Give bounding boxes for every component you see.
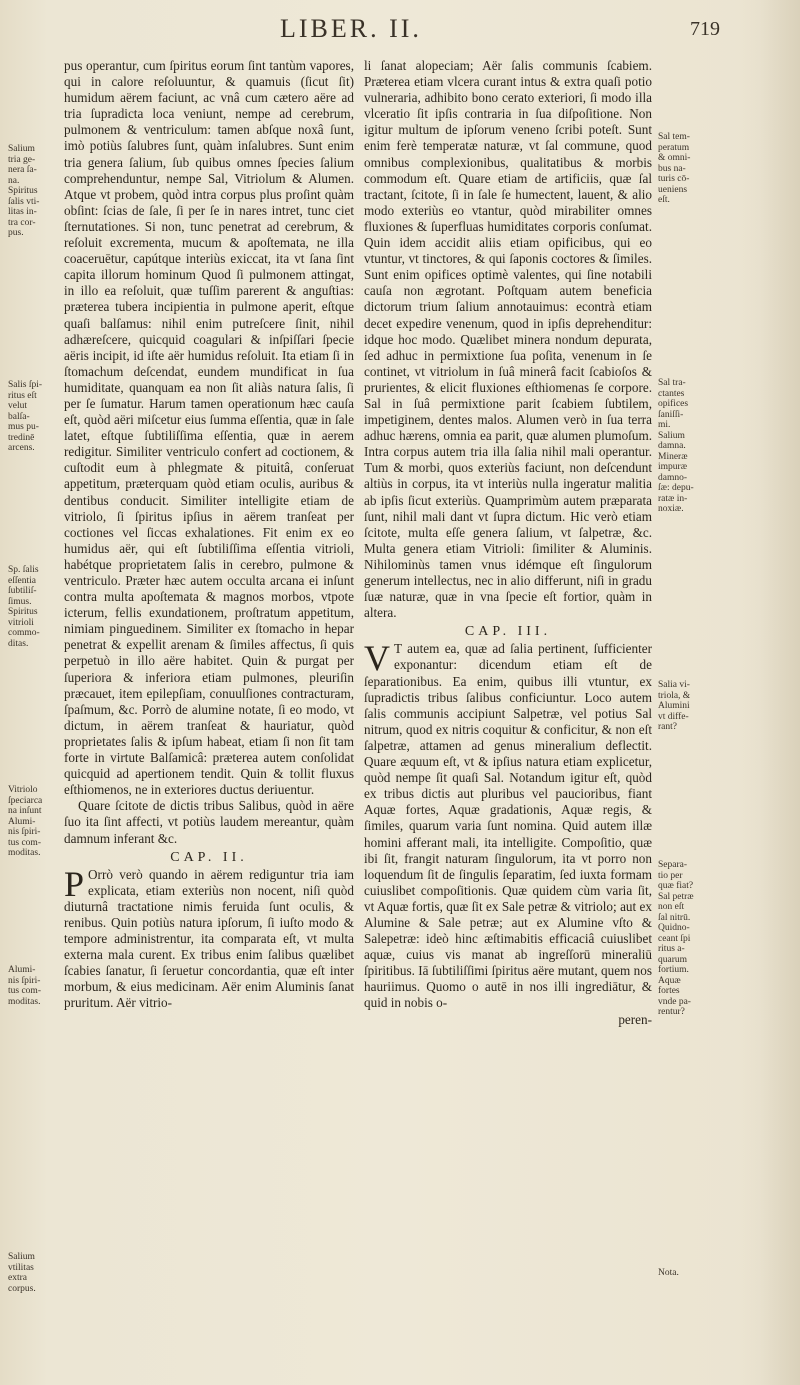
marginal-note-line: tra cor-: [8, 217, 36, 228]
marginal-note-line: Aquæ: [658, 975, 681, 986]
marginal-note-line: Salis ſpi-: [8, 380, 43, 390]
marginal-note-line: pus.: [8, 228, 24, 238]
marginal-note-line: commo-: [8, 628, 40, 638]
marginal-note-line: balſa-: [8, 411, 30, 422]
right-marginal-note-2: [658, 378, 718, 515]
marginal-note-line: opifices: [658, 399, 689, 409]
marginal-note-line: eſſentia: [8, 575, 36, 586]
marginal-note-line: mi.: [658, 420, 671, 430]
page-number: 719: [690, 18, 720, 40]
left-paragraph-1: pus operantur, cum ſpiritus eorum ſint tantùm vapores, qui in calore reſoluuntur, & quamuis (ſicut ſit) humidum aërem faciunt, ac vnâ cum cætero aëre ad tria ſupradicta loca veniunt, nempe ad cerebrum, pulmonem & ventriculum: tamen abſque noxâ ſunt, imò potiùs ſalubres ſunt, quàm inſalubres. Sunt enim tria genera ſalium, ſub quibus omnes ſpecies ſalium comprehenduntur, nempe Sal, Vitriolum & Alumen. Atque vt probem, quòd intra corpus plus proſint quàm obſint: ſcias de ſale, ſi per ſe in nares intret, tunc ciet ſternutationes. Si non, tunc penetrat ad cerebrum, & reſoluit excrementa, mucum & apoſtemata, ne illa coaceruētur, capútque interiùs exiccat, ita vt ſana ſint capita illorum hominum Quod ſi pulmonem attingat, in illo ea reſoluit, quæ tuſſim parerent & anguſtias: præterea tubera incipientia in pulmone aperit, eſtque quaſi balſamus: nihil enim putreſcere ſinit, nihil adhæreſcere, quicquid coagulari & inſpiſſari ſpecie aëris incipit, id iſte aër humidus reſoluit. Ita etiam ſi in ſtomachum deſcendat, eundem mundificat in ſua humiditate, quanquam ea non ſit aliàs natura ſalis, ſi per ſe ſumatur. Harum tamen operationum hæc cauſa eſt, quòd aëri miſcetur eius ſumma eſſentia, quæ in ſale latet, eſtque ſubtiliſſima eſſentia, quæ in aerem redigitur. Similiter ventriculo confert ad coctionem, & cuſtodit eum à phlegmate & pituitâ, conſeruat appetitum, præterquam quòd etiam oculis, auribus & dentibus conducit. Similiter intelligite etiam de vitriolo, ſi ſpiritus ipſius in aërem tranſeat per coctiones vel ſiccas exhalationes. Fit enim ex eo humidus aër, qui eſt ſubtiliſſima eſſentia vitrioli, habétque proprietatem ſalis in cerebro, pulmone & ventriculo. Præter hæc autem occulta arcana ei inſunt contra multa apoſtemata & magnos morbos, vtpote icterum, fellis exundationem, proſtratum appetitum, nimiam pinguedinem. Similiter ex ſtomacho in hepar penetrat & expellit arenam & ſimiles affectus, ſi quis perpetuò in illo aëre habitet. Quin & purgat per ſuperiora & inferiora etiam pulmones, pleuriſin præcauet, item epilepſiam, conuulſiones contracturam, ſpaſmum, &c. Porrò de alumine notate, ſi eo modo, vt dictum, in aërem tranſeat & hauriatur, quòd proprietates ſalis & ipſum habeat, etiam ſi non ſit tam forte in virtute Balſamicâ: præterea autem conſolidat quicquid ad apertionem tendit. Quin & tollit fluxus eſthiomenos, ne in exteriores ductus deriuentur.: [64, 58, 354, 798]
marginal-note-line: tria ge-: [8, 154, 36, 165]
marginal-note-line: Separa-: [658, 860, 688, 870]
marginal-note-line: vnde pa-: [658, 996, 691, 1007]
marginal-note-line: corpus.: [8, 1283, 36, 1294]
marginal-note-line: damna.: [658, 441, 686, 451]
marginal-note-line: Spiritus: [8, 607, 38, 617]
marginal-note-line: mus pu-: [8, 422, 39, 432]
right-marginal-note-4: [658, 860, 718, 1018]
marginal-note-line: Mineræ: [658, 451, 688, 462]
marginal-note-line: quarum: [658, 954, 688, 965]
marginal-note-line: ueniens: [658, 184, 688, 195]
marginal-note-line: ctantes: [658, 388, 685, 399]
marginal-note-line: Nota.: [658, 1268, 679, 1278]
marginal-note-line: ſalis vti-: [8, 196, 40, 207]
left-marginal-note-4: [8, 785, 58, 859]
marginal-note-line: velut: [8, 401, 27, 411]
marginal-note-line: ſaniſſi-: [658, 409, 684, 420]
marginal-note-line: vtilitas: [8, 1262, 34, 1273]
marginal-note-line: Quidno-: [658, 923, 690, 933]
marginal-note-line: ditas.: [8, 638, 29, 649]
right-marginal-note-1: [658, 132, 718, 206]
marginal-note-line: na.: [8, 175, 20, 186]
right-paragraph-1: li ſanat alopeciam; Aër ſalis communis ſcabiem. Præterea etiam vlcera curant intus & extra quaſi potio vulneraria, adhibito bono cerato exteriori, ſi modo illa vlceratio ſit ipſis contraria in ſua diſpoſitione. Non igitur multum de ipſorum veneno ſcribi poteſt. Sunt enim ferè temperatæ naturæ, vt ſal commune, quod omnibus complexionibus, qualitatibus & morbis commodum eſt. Quare etiam de artificiis, quæ ſal tractant, ſcitote, ſi in ſale ſe humectent, lauent, & alio modo exteriùs eo vtantur, quòd mirabiliter omnes fluxiones & ſuperfluas humiditates corporis conſumat. Quin idem accidit aliis etiam opificibus, qui eo vtuntur, vt tinctores, & qui ſaponis coctores & ſimiles. Sunt enim opifices optimè valentes, qui ſine notabili cauſa non ægrotant. Poſtquam autem beneficia dictorum trium ſalium annotauimus: econtrà etiam decet expedire venenum, quod in ipſis deprehenditur: idque hoc modo. Quælibet minera nondum depurata, ſed adhuc in permixtione ſua poſita, venenum in ſe continet, vt vitriolum in ſuâ minerâ facit ſcabioſos & prurientes, & elicit fluxiones eſthiomenas ſe corpore. Sal in ſuâ permixtione parit ſcabiem ſubtilem, impetiginem, dentes malos. Alumen verò in ſua terra adhuc hærens, omnia ea parit, quæ alumen plumoſum. Intra corpus autem tria illa ſalia nihil mali operantur. Tum & morbi, quos exteriùs faciunt, non deſcendunt altiùs in corpus, ita vt interiùs nulla ingeratur malitia ab ipſis ſicut exteriùs. Quamprimùm autem præparata ſunt, nihil mali dant vt ſupra dictum. Hic verò etiam ſcitote, multa eſſe genera ſalium, vt ſalpetræ, &c. Multa genera etiam Vitrioli: ſimiliter & Aluminis. Nihilominùs tamen vnus idémque eſt ſingulorum generum intellectus, nec in alio differunt, niſi in gradu ſuæ naturæ, quæ in vna ſpecie eſt fortior, quàm in altera.: [364, 58, 652, 621]
marginal-note-line: Vitriolo: [8, 785, 38, 795]
left-paragraph-2: Quare ſcitote de dictis tribus Salibus, quòd in aëre ſuo ita ſint affecti, vt potiùs laudem mereantur, quàm damnum inferant &c.: [64, 798, 354, 846]
marginal-note-line: Sal petræ: [658, 891, 694, 902]
chapter-heading-2: CAP. II.: [170, 849, 248, 865]
marginal-note-line: turis cō-: [658, 174, 690, 184]
marginal-note-line: Salium: [658, 430, 685, 441]
left-text-column: [64, 58, 354, 1012]
marginal-note-line: ſpeciarca: [8, 795, 43, 806]
right-marginal-note-5: [658, 1268, 718, 1279]
marginal-note-line: nera ſa-: [8, 165, 37, 175]
marginal-note-line: ſæ: depu-: [658, 483, 694, 493]
marginal-note-line: tio per: [658, 870, 683, 881]
marginal-note-line: Salium: [8, 144, 35, 154]
marginal-note-line: ſubtiliſ-: [8, 586, 37, 596]
marginal-note-line: bus na-: [658, 163, 686, 174]
left-paragraph-3: POrrò verò quando in aërem rediguntur tria iam explicata, etiam exteriùs non nocent, niſi quòd diuturnâ tractatione nimis feruida ſunt oculis, & renibus. Quin potiùs natura ipſorum, ſi iuſto modo & tempore administrentur, ita comparata eſt, vt multa externa mala curent. Ex tribus enim ſalibus quælibet ſcabies ſanatur, ſi ſeruetur concordantia, quæ eſt inter morbum, & eius medicinam. Aër enim Aluminis ſanat pruritum. Aër vitrio-: [64, 863, 354, 1011]
marginal-note-line: fortium.: [658, 965, 689, 975]
page-header: [250, 14, 720, 44]
marginal-note-line: Sal tem-: [658, 132, 690, 142]
marginal-note-line: moditas.: [8, 996, 41, 1007]
marginal-note-line: Sp. ſalis: [8, 565, 39, 575]
marginal-note-line: ritus eſt: [8, 390, 37, 401]
marginal-note-line: nis ſpiri-: [8, 975, 41, 986]
marginal-note-line: vt diffe-: [658, 711, 689, 722]
marginal-note-line: tredinē: [8, 432, 35, 443]
left-marginal-note-2: [8, 380, 58, 454]
marginal-note-line: rentur?: [658, 1007, 685, 1017]
marginal-note-line: Alumi-: [8, 965, 36, 975]
marginal-note-line: litas in-: [8, 207, 37, 217]
marginal-note-line: Alumi-: [8, 816, 36, 827]
marginal-note-line: moditas.: [8, 848, 41, 858]
marginal-note-line: ſimus.: [8, 596, 32, 607]
marginal-note-line: peratum: [658, 142, 690, 153]
marginal-note-line: ſal nitrū.: [658, 912, 691, 923]
marginal-note-line: Sal tra-: [658, 378, 686, 388]
marginal-note-line: tus com-: [8, 986, 41, 996]
marginal-note-line: Alumini: [658, 701, 690, 711]
marginal-note-line: rant?: [658, 722, 677, 732]
marginal-note-line: extra: [8, 1273, 27, 1283]
marginal-note-line: ritus a-: [658, 944, 685, 954]
marginal-note-line: Salium: [8, 1252, 35, 1262]
marginal-note-line: ceant ſpi: [658, 933, 691, 944]
marginal-note-line: impuræ: [658, 462, 688, 472]
left-marginal-note-5: [8, 965, 58, 1007]
page-edge-shadow: [740, 0, 800, 1385]
marginal-note-line: tus com-: [8, 837, 41, 848]
right-text-column: [364, 58, 652, 1028]
marginal-note-line: noxiæ.: [658, 504, 684, 514]
chapter-heading-3: CAP. III.: [464, 624, 552, 640]
marginal-note-line: Salia vi-: [658, 680, 690, 690]
marginal-note-line: triola, &: [658, 690, 691, 701]
marginal-note-line: ratæ in-: [658, 493, 688, 504]
marginal-note-line: eſt.: [658, 195, 670, 205]
marginal-note-line: quæ fiat?: [658, 881, 694, 891]
marginal-note-line: nis ſpiri-: [8, 827, 41, 837]
marginal-note-line: fortes: [658, 986, 680, 996]
left-marginal-note-3: [8, 565, 58, 649]
right-marginal-note-3: [658, 680, 718, 733]
marginal-note-line: Spiritus: [8, 186, 38, 196]
marginal-note-line: non eſt: [658, 902, 685, 912]
left-marginal-note-1: [8, 144, 58, 239]
left-marginal-note-6: [8, 1252, 58, 1294]
marginal-note-line: na inſunt: [8, 806, 42, 816]
running-title: LIBER. II.: [280, 14, 422, 43]
marginal-note-line: vitrioli: [8, 617, 34, 628]
marginal-note-line: & omni-: [658, 153, 691, 163]
marginal-note-line: damno-: [658, 472, 688, 483]
right-paragraph-2: VT autem ea, quæ ad ſalia pertinent, ſufficienter exponantur: dicendum etiam eſt de ſeparationibus. Ea enim, quibus illi vtuntur, ex ſupradictis tribus ſalibus conficiuntur. Loco autem ſalis communis accipiunt Salpetræ, vel potius Sal nitrum, quod ex nitris coquitur & conficitur, & non eſt ſalpetræ, attamen ad genus mineralium deflectit. Quare æquum eſt, vt & ipſius natura etiam explicetur, quòd nempe ſit quaſi Sal. Notandum igitur eſt, quòd ex tribus dictis aut pluribus vel paucioribus, fiant Aquæ fortes, Aquæ gradationis, Aquæ regis, & ſimiles, quarum varia ſunt nomina. Quid autem illæ homini afferant mali, ita intelligite. Compoſitio, quæ ibi ſit, frangit naturam ſingulorum, ita vt porro non loquendum ſit de ſingulis ſeparatim, ſed iuxta formam cuiuslibet compoſitionis. Quæ quidem cùm varia ſit, vt Aquæ fortis, quæ ſit ex Sale petræ & vitriolo; aut ex Alumine & Sale petræ; aut ex Alumine vſto & Salepetræ: ideò hinc æſtimabitis efficaciâ cuiuslibet aquæ, cuius vis manat ab ingreſſorū mineraliū ſpiritibus. Iā ſubtiliſſimi ſpiritus aëre mutant, quem nos hauriimus. Quomo o autē in nos illi ingrediātur, & quid in nobis o-: [364, 638, 652, 1011]
catchword: peren-: [618, 1011, 652, 1027]
marginal-note-line: arcens.: [8, 443, 35, 453]
